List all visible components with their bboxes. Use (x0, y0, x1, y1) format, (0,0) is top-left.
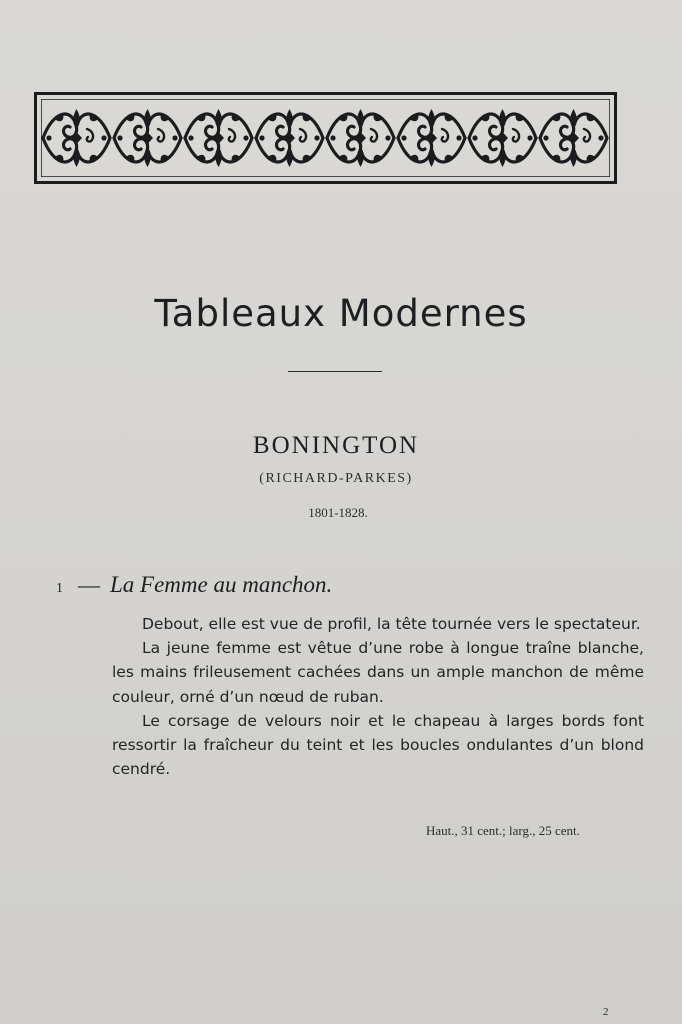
description-paragraph: Le corsage de velours noir et le chapeau à larges bords font ressortir la fraîcheur du teint et les boucles ondulantes d’un blond cendré. (112, 711, 644, 779)
entry-title: La Femme au manchon. (110, 572, 333, 597)
artist-dates: 1801-1828. (308, 505, 368, 520)
entry-number: 1 (56, 581, 63, 596)
entry-description (112, 612, 644, 781)
artist-name: BONINGTON (252, 432, 420, 459)
entry-dash: — (78, 572, 100, 597)
ornamental-header-band (34, 92, 617, 184)
artist-given-names: (RICHARD-PARKES) (259, 471, 413, 486)
artwork-dimensions: Haut., 31 cent.; larg., 25 cent. (426, 823, 580, 838)
page-title: Tableaux Modernes (154, 292, 528, 335)
description-paragraph: Debout, elle est vue de profil, la tête tournée vers le spectateur. (142, 615, 641, 633)
entry-heading (56, 572, 332, 598)
arabesque-scroll-icon (41, 99, 610, 177)
description-paragraph: La jeune femme est vêtue d’une robe à longue traîne blanche, les mains frileusement cachées dans un ample manchon de même couleur, orné d’un nœud de ruban. (112, 639, 644, 706)
page-number: 2 (603, 1006, 609, 1018)
title-divider (288, 371, 382, 372)
